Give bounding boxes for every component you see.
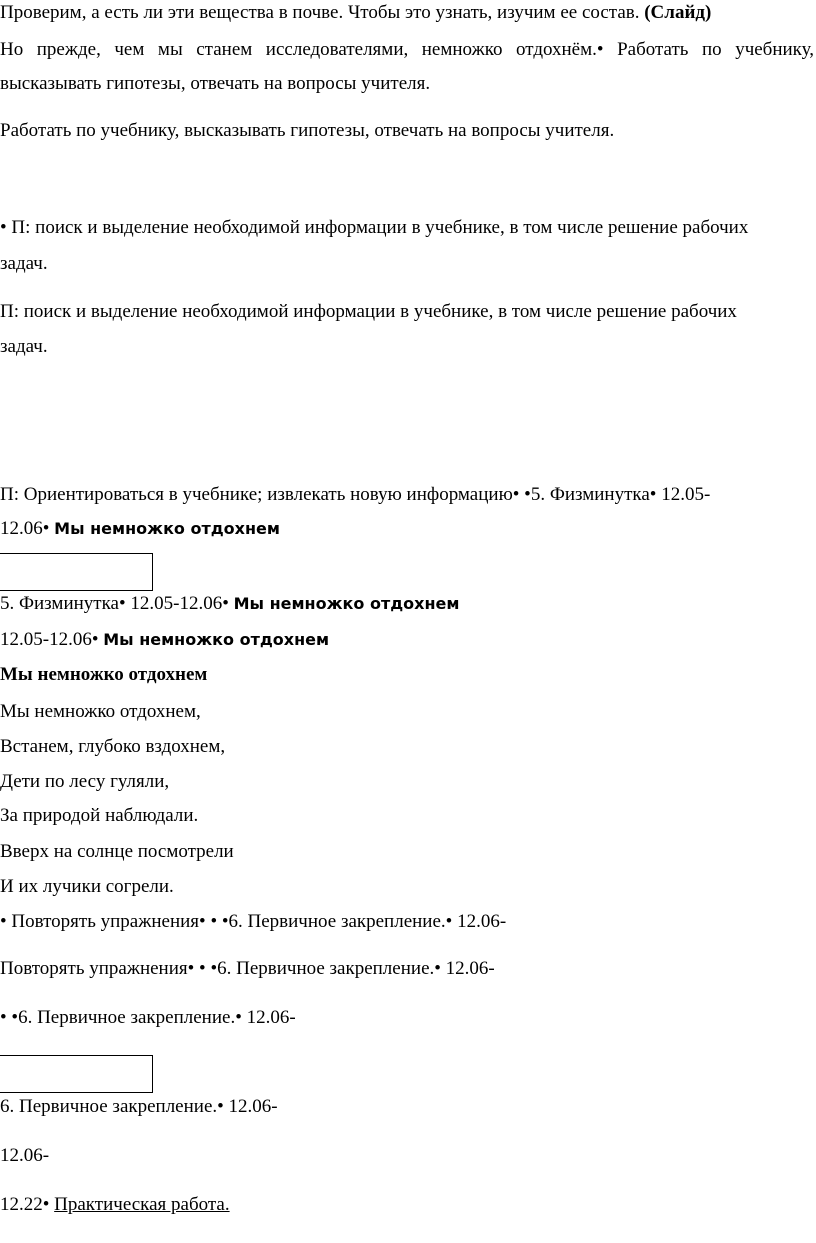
empty-box <box>0 553 153 591</box>
bullet: • <box>596 39 604 60</box>
bullet: • <box>0 1007 7 1028</box>
bullet: • <box>118 593 126 614</box>
paragraph: высказывать гипотезы, отвечать на вопросы учителя. <box>0 73 431 94</box>
poem-line: За природой наблюдали. <box>0 805 199 826</box>
paragraph: • •6. Первичное закрепление.• 12.06- <box>0 1007 296 1028</box>
bullet: • <box>221 911 229 932</box>
slide-label: (Слайд) <box>644 2 712 23</box>
paragraph: 6. Первичное закрепление.• 12.06- <box>0 1096 278 1117</box>
paragraph: задач. <box>0 336 48 357</box>
paragraph: 12.06- <box>0 1145 50 1166</box>
paragraph: • П: поиск и выделение необходимой информации в учебнике, в том числе решение рабочих <box>0 217 749 238</box>
poem-line: Вверх на солнце посмотрели <box>0 841 234 862</box>
bullet: • <box>187 958 195 979</box>
bullet: • <box>91 629 99 650</box>
paragraph: задач. <box>0 253 48 274</box>
bullet: • <box>42 1194 50 1215</box>
poem-line: И их лучики согрели. <box>0 876 174 897</box>
practical-work-link[interactable]: Практическая работа. <box>54 1194 230 1215</box>
paragraph: 12.05-12.06• Мы немножко отдохнем <box>0 629 330 650</box>
paragraph: Проверим, а есть ли эти вещества в почве. Чтобы это узнать, изучим ее состав. (Слайд) <box>0 2 712 23</box>
paragraph: Работать по учебнику, высказывать гипотезы, отвечать на вопросы учителя. <box>0 120 615 141</box>
paragraph: 5. Физминутка• 12.05-12.06• Мы немножко отдохнем <box>0 593 460 614</box>
bullet: • <box>0 911 7 932</box>
heading: Мы немножко отдохнем <box>0 664 208 685</box>
poem-line: Встанем, глубоко вздохнем, <box>0 736 226 757</box>
paragraph: Но прежде, чем мы станем исследователями, немножко отдохнём.• Работать по учебнику, <box>0 39 814 60</box>
bullet: • <box>199 958 206 979</box>
poem-line: Дети по лесу гуляли, <box>0 771 170 792</box>
bullet: • <box>199 911 206 932</box>
bullet: • <box>649 484 657 505</box>
bullet: • <box>210 911 218 932</box>
paragraph: 12.06• Мы немножко отдохнем <box>0 518 280 539</box>
bullet: • <box>0 217 7 238</box>
paragraph: 12.22• Практическая работа. <box>0 1194 230 1215</box>
bullet: • <box>11 1007 19 1028</box>
bullet: • <box>434 958 441 979</box>
empty-box <box>0 1055 153 1093</box>
bullet: • <box>512 484 520 505</box>
paragraph: П: поиск и выделение необходимой информации в учебнике, в том числе решение рабочих <box>0 301 737 322</box>
paragraph: • Повторять упражнения• • •6. Первичное закрепление.• 12.06- <box>0 911 507 932</box>
paragraph: Повторять упражнения• • •6. Первичное закрепление.• 12.06- <box>0 958 495 979</box>
bullet: • <box>210 958 218 979</box>
bullet: • <box>217 1096 224 1117</box>
bullet: • <box>445 911 453 932</box>
bullet: • <box>222 593 229 614</box>
bullet: • <box>42 518 50 539</box>
bullet: • <box>524 484 531 505</box>
poem-line: Мы немножко отдохнем, <box>0 701 201 722</box>
paragraph: П: Ориентироваться в учебнике; извлекать новую информацию• •5. Физминутка• 12.05- <box>0 484 711 505</box>
bullet: • <box>235 1007 242 1028</box>
